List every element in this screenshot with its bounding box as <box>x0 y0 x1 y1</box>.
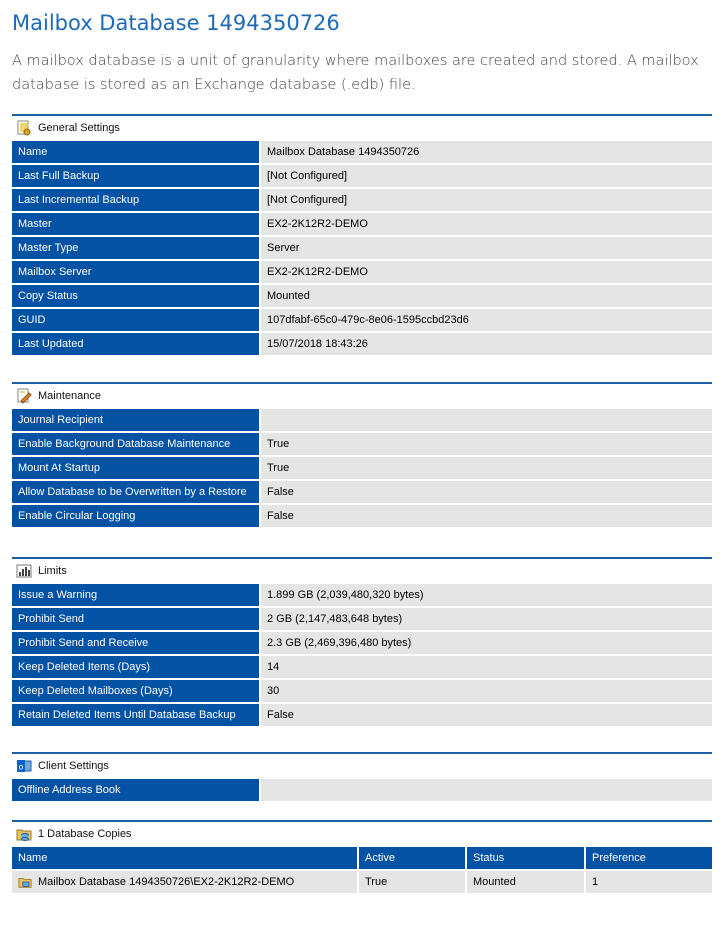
property-label: Keep Deleted Mailboxes (Days) <box>12 680 259 702</box>
database-copies-title: 1 Database Copies <box>38 827 132 840</box>
table-row <box>12 333 712 355</box>
property-value: True <box>259 457 712 479</box>
copies-header-row <box>12 847 712 869</box>
property-label: Enable Background Database Maintenance <box>12 433 259 455</box>
property-value: [Not Configured] <box>259 165 712 187</box>
copy-status: Mounted <box>467 871 586 893</box>
property-value: EX2-2K12R2-DEMO <box>259 261 712 283</box>
database-copy-icon <box>18 875 32 889</box>
table-row[interactable] <box>12 871 712 893</box>
property-value: 2 GB (2,147,483,648 bytes) <box>259 608 712 630</box>
property-label: Issue a Warning <box>12 584 259 606</box>
table-row <box>12 505 712 527</box>
property-value: False <box>259 704 712 726</box>
property-value: 14 <box>259 656 712 678</box>
table-row <box>12 608 712 630</box>
property-label: Mount At Startup <box>12 457 259 479</box>
maintenance-header <box>12 382 712 407</box>
maintenance-section <box>12 382 712 529</box>
page-description: A mailbox database is a unit of granularity where mailboxes are created and stored. A mailbox database is stored as an Exchange database (.edb) file. <box>12 53 699 93</box>
copy-name: Mailbox Database 1494350726\EX2-2K12R2-DEMO <box>38 875 295 888</box>
property-value: Mailbox Database 1494350726 <box>259 141 712 163</box>
database-folder-icon <box>16 826 32 842</box>
property-value: Mounted <box>259 285 712 307</box>
table-row <box>12 261 712 283</box>
property-label: Prohibit Send <box>12 608 259 630</box>
property-label: Keep Deleted Items (Days) <box>12 656 259 678</box>
property-value: Server <box>259 237 712 259</box>
limits-header <box>12 557 712 582</box>
database-copies-section <box>12 820 712 895</box>
property-label: Last Updated <box>12 333 259 355</box>
table-row <box>12 584 712 606</box>
general-settings-header <box>12 114 712 139</box>
limits-chart-icon <box>16 563 32 579</box>
client-settings-title: Client Settings <box>38 759 109 772</box>
svg-text:o: o <box>18 762 24 771</box>
table-row <box>12 309 712 331</box>
limits-table <box>12 582 712 728</box>
database-copies-header <box>12 820 712 845</box>
property-value: False <box>259 505 712 527</box>
copy-active: True <box>359 871 467 893</box>
client-settings-header <box>12 752 712 777</box>
table-row <box>12 409 712 431</box>
property-label: Enable Circular Logging <box>12 505 259 527</box>
property-label: Journal Recipient <box>12 409 259 431</box>
property-value: 1.899 GB (2,039,480,320 bytes) <box>259 584 712 606</box>
column-header-status[interactable]: Status <box>467 847 586 869</box>
general-settings-title: General Settings <box>38 121 120 134</box>
property-value <box>259 779 712 801</box>
property-label: Copy Status <box>12 285 259 307</box>
column-header-preference[interactable]: Preference <box>586 847 712 869</box>
property-label: Master <box>12 213 259 235</box>
maintenance-table <box>12 407 712 529</box>
column-header-name[interactable]: Name <box>12 847 359 869</box>
property-label: Mailbox Server <box>12 261 259 283</box>
limits-section <box>12 557 712 728</box>
settings-page-icon <box>16 120 32 136</box>
property-value: [Not Configured] <box>259 189 712 211</box>
column-header-active[interactable]: Active <box>359 847 467 869</box>
page-title: Mailbox Database 1494350726 <box>12 11 340 35</box>
client-settings-table <box>12 777 712 803</box>
general-settings-section <box>12 114 712 357</box>
property-value: 107dfabf-65c0-479c-8e06-1595ccbd23d6 <box>259 309 712 331</box>
limits-title: Limits <box>38 564 67 577</box>
property-label: Allow Database to be Overwritten by a Restore <box>12 481 259 503</box>
property-label: Name <box>12 141 259 163</box>
table-row <box>12 237 712 259</box>
copy-name-cell <box>12 871 359 893</box>
table-row <box>12 680 712 702</box>
table-row <box>12 481 712 503</box>
property-label: Master Type <box>12 237 259 259</box>
property-value: True <box>259 433 712 455</box>
property-label: GUID <box>12 309 259 331</box>
table-row <box>12 285 712 307</box>
property-value: 30 <box>259 680 712 702</box>
property-label: Retain Deleted Items Until Database Backup <box>12 704 259 726</box>
table-row <box>12 433 712 455</box>
property-value: EX2-2K12R2-DEMO <box>259 213 712 235</box>
property-label: Offline Address Book <box>12 779 259 801</box>
database-copies-table <box>12 845 712 895</box>
table-row <box>12 632 712 654</box>
property-value: 2.3 GB (2,469,396,480 bytes) <box>259 632 712 654</box>
table-row <box>12 779 712 801</box>
copy-preference: 1 <box>586 871 712 893</box>
table-row <box>12 141 712 163</box>
property-value: 15/07/2018 18:43:26 <box>259 333 712 355</box>
table-row <box>12 457 712 479</box>
property-value: False <box>259 481 712 503</box>
table-row <box>12 704 712 726</box>
property-label: Last Full Backup <box>12 165 259 187</box>
table-row <box>12 165 712 187</box>
table-row <box>12 213 712 235</box>
general-settings-table <box>12 139 712 357</box>
property-value <box>259 409 712 431</box>
property-label: Prohibit Send and Receive <box>12 632 259 654</box>
client-settings-section <box>12 752 712 803</box>
table-row <box>12 656 712 678</box>
maintenance-pencil-icon <box>16 388 32 404</box>
property-label: Last Incremental Backup <box>12 189 259 211</box>
table-row <box>12 189 712 211</box>
outlook-icon <box>16 758 32 774</box>
maintenance-title: Maintenance <box>38 389 101 402</box>
